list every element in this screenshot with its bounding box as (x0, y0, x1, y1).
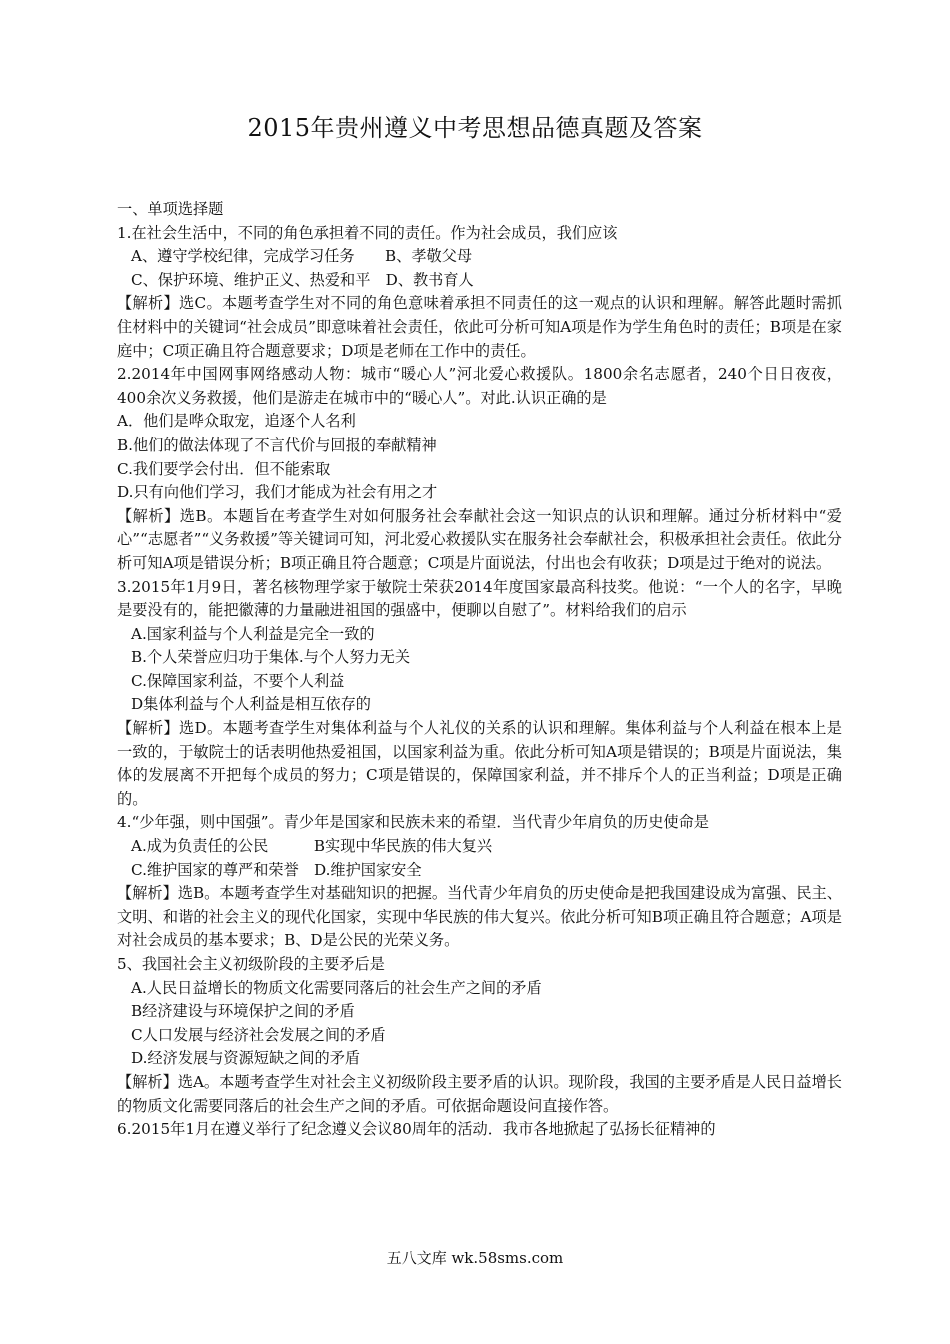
question-1-analysis: 【解析】选C。本题考查学生对不同的角色意味着承担不同责任的这一观点的认识和理解。解答此题时需抓住材料中的关键词“社会成员”即意味着社会责任，依此可分析可知A项是作为学生角色时的责任；B项是在家庭中；C项正确且符合题意要求；D项是老师在工作中的责任。 (117, 294, 842, 360)
question-3-option-c: C.保障国家利益，不要个人利益 (131, 671, 345, 690)
question-2-stem: 2.2014年中国网事网络感动人物：城市“暖心人”河北爱心救援队。1800余名志愿者，240个日日夜夜，400余次义务救援，他们是游走在城市中的“暖心人”。对此.认识正确的是 (117, 365, 842, 407)
question-2-option-b: B.他们的做法体现了不言代价与回报的奉献精神 (117, 435, 437, 454)
question-3-analysis: 【解析】选D。本题考查学生对集体利益与个人礼仪的关系的认识和理解。集体利益与个人利益在根本上是一致的，于敏院士的话表明他热爱祖国，以国家利益为重。依此分析可知A项是错误的；B项是片面说法，集体的发展离不开把每个成员的努力；C项是错误的，保障国家利益，并不排斥个人的正当利益；D项是正确的。 (117, 719, 842, 808)
question-4-options-ab: A.成为负责任的公民 B实现中华民族的伟大复兴 (131, 837, 493, 856)
question-4-analysis: 【解析】选B。本题考查学生对基础知识的把握。当代青少年肩负的历史使命是把我国建设成为富强、民主、文明、和谐的社会主义的现代化国家，实现中华民族的伟大复兴。依此分析可知B项正确且符合题意；A项是对社会成员的基本要求；B、D是公民的光荣义务。 (117, 884, 842, 950)
footer-watermark: 五八文库 wk.58sms.com (386, 1249, 564, 1267)
question-2-option-d: D.只有向他们学习，我们才能成为社会有用之才 (117, 483, 438, 502)
question-6-stem: 6.2015年1月在遵义举行了纪念遵义会议80周年的活动．我市各地掀起了弘扬长征精神的 (117, 1120, 716, 1139)
question-5-option-c: C人口发展与经济社会发展之间的矛盾 (131, 1025, 386, 1044)
question-1-stem: 1.在社会生活中，不同的角色承担着不同的责任。作为社会成员，我们应该 (117, 223, 618, 242)
question-3-option-d: D集体利益与个人利益是相互依存的 (131, 695, 371, 714)
question-5-option-b: B经济建设与环境保护之间的矛盾 (131, 1002, 355, 1021)
question-5-option-d: D.经济发展与资源短缺之间的矛盾 (131, 1049, 361, 1068)
question-2-option-c: C.我们要学会付出．但不能索取 (117, 459, 331, 478)
question-3-stem: 3.2015年1月9日，著名核物理学家于敏院士荣获2014年度国家最高科技奖。他说：“一个人的名字，早晚是要没有的，能把徽薄的力量融进祖国的强盛中，便聊以自慰了”。材料给我们的启示 (117, 577, 842, 620)
question-5-analysis: 【解析】选A。本题考查学生对社会主义初级阶段主要矛盾的认识。现阶段，我国的主要矛盾是人民日益增长的物质文化需要同落后的社会生产之间的矛盾。可依据命题设问直接作答。 (117, 1072, 842, 1115)
question-2-analysis: 【解析】选B。本题旨在考查学生对如何服务社会奉献社会这一知识点的认识和理解。通过分析材料中“爱心”“志愿者”“义务救援”等关键词可知，河北爱心救援队实在服务社会奉献社会，积极承担社会责任。依此分析可知A项是错误分析；B项正确且符合题意；C项是片面说法，付出也会有收获；D项是过于绝对的说法。 (117, 506, 842, 572)
question-2-option-a: A．他们是哗众取宠，追逐个人名利 (117, 412, 356, 431)
question-3-option-a: A.国家利益与个人利益是完全一致的 (131, 624, 375, 643)
question-5-stem: 5、我国社会主义初级阶段的主要矛后是 (117, 955, 385, 973)
document-body (117, 198, 842, 1142)
section-heading: 一、单项选择题 (117, 200, 224, 218)
page-title: 2015年贵州遵义中考思想品德真题及答案 (247, 114, 703, 142)
question-4-options-cd: C.维护国家的尊严和荣誉 D.维护国家安全 (131, 860, 422, 879)
question-3-option-b: B.个人荣誉应归功于集体.与个人努力无关 (131, 648, 411, 667)
question-4-stem: 4.“少年强，则中国强”。青少年是国家和民族未来的希望．当代青少年肩负的历史使命是 (117, 813, 709, 832)
question-5-option-a: A.人民日益增长的物质文化需要同落后的社会生产之间的矛盾 (131, 978, 542, 997)
question-1-options-cd: C、保护环境、维护正义、热爱和平 D、教书育人 (131, 270, 474, 289)
question-1-options-ab: A、遵守学校纪律，完成学习任务 B、孝敬父母 (131, 247, 473, 266)
